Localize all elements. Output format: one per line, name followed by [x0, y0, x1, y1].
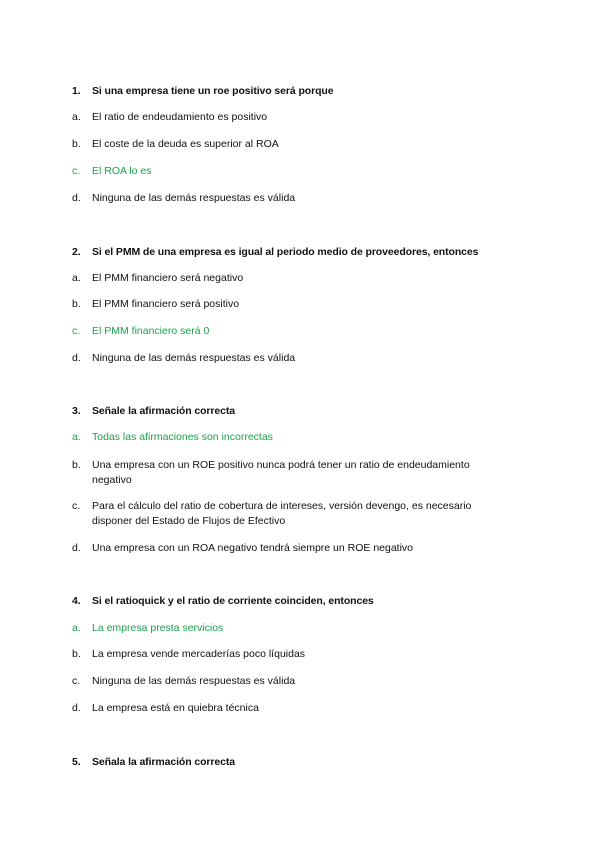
question-title: [72, 404, 542, 418]
option-letter: b.: [72, 648, 81, 660]
option-1c-correct: [72, 164, 512, 179]
question-title: [72, 755, 542, 769]
option-4c: [72, 674, 512, 689]
option-2c-correct: [72, 324, 512, 339]
question-2: [72, 245, 542, 259]
question-text: Si el ratioquick y el ratio de corriente coinciden, entonces: [92, 595, 374, 607]
option-3b: [72, 458, 512, 488]
option-text: El PMM financiero será positivo: [92, 298, 240, 310]
option-2a: [72, 271, 512, 286]
option-1d: [72, 191, 512, 206]
option-4a-correct: [72, 621, 512, 636]
question-number: 3.: [72, 405, 81, 417]
option-text: El ratio de endeudamiento es positivo: [92, 111, 268, 123]
option-letter: a.: [72, 431, 81, 443]
option-text: La empresa vende mercaderías poco líquidas: [92, 648, 306, 660]
option-letter: d.: [72, 702, 81, 714]
option-2b: [72, 297, 512, 312]
option-1a: [72, 110, 512, 125]
option-text: Para el cálculo del ratio de cobertura de intereses, versión devengo, es necesario disponer del Estado de Flujos de Efectivo: [92, 500, 472, 527]
option-letter: d.: [72, 542, 81, 554]
option-letter: d.: [72, 192, 81, 204]
option-letter: c.: [72, 325, 81, 337]
option-text: Todas las afirmaciones son incorrectas: [92, 431, 273, 443]
option-letter: b.: [72, 138, 81, 150]
question-number: 5.: [72, 756, 81, 768]
question-title: [72, 84, 542, 98]
option-letter: b.: [72, 459, 81, 471]
question-title: [72, 594, 542, 608]
option-text: La empresa presta servicios: [92, 622, 224, 634]
question-5: [72, 755, 542, 769]
option-text: Ninguna de las demás respuestas es válida: [92, 192, 296, 204]
option-letter: c.: [72, 500, 81, 512]
question-text: Señale la afirmación correcta: [92, 405, 236, 417]
option-text: El coste de la deuda es superior al ROA: [92, 138, 279, 150]
question-number: 2.: [72, 246, 81, 258]
option-text: La empresa está en quiebra técnica: [92, 702, 259, 714]
question-number: 4.: [72, 595, 81, 607]
option-letter: a.: [72, 622, 81, 634]
option-3c: [72, 499, 512, 529]
option-2d: [72, 351, 512, 366]
question-text: Señala la afirmación correcta: [92, 756, 236, 768]
question-text: Si una empresa tiene un roe positivo será porque: [92, 85, 334, 97]
option-text: El ROA lo es: [92, 165, 152, 177]
option-text: Ninguna de las demás respuestas es válida: [92, 675, 296, 687]
question-4: [72, 594, 542, 608]
option-text: El PMM financiero será 0: [92, 325, 210, 337]
question-number: 1.: [72, 85, 81, 97]
option-letter: c.: [72, 165, 81, 177]
option-text: Una empresa con un ROE positivo nunca podrá tener un ratio de endeudamiento negativo: [92, 459, 470, 486]
option-1b: [72, 137, 512, 152]
question-title: [72, 245, 542, 259]
option-text: El PMM financiero será negativo: [92, 272, 244, 284]
option-letter: a.: [72, 272, 81, 284]
question-1: [72, 84, 542, 98]
option-letter: c.: [72, 675, 81, 687]
option-text: Una empresa con un ROA negativo tendrá siempre un ROE negativo: [92, 542, 414, 554]
option-3d: [72, 541, 512, 556]
question-text: Si el PMM de una empresa es igual al periodo medio de proveedores, entonces: [92, 246, 479, 258]
option-4b: [72, 647, 512, 662]
option-4d: [72, 701, 512, 716]
option-letter: b.: [72, 298, 81, 310]
option-text: Ninguna de las demás respuestas es válida: [92, 352, 296, 364]
option-3a-correct: [72, 430, 512, 445]
option-letter: a.: [72, 111, 81, 123]
option-letter: d.: [72, 352, 81, 364]
question-3: [72, 404, 542, 418]
